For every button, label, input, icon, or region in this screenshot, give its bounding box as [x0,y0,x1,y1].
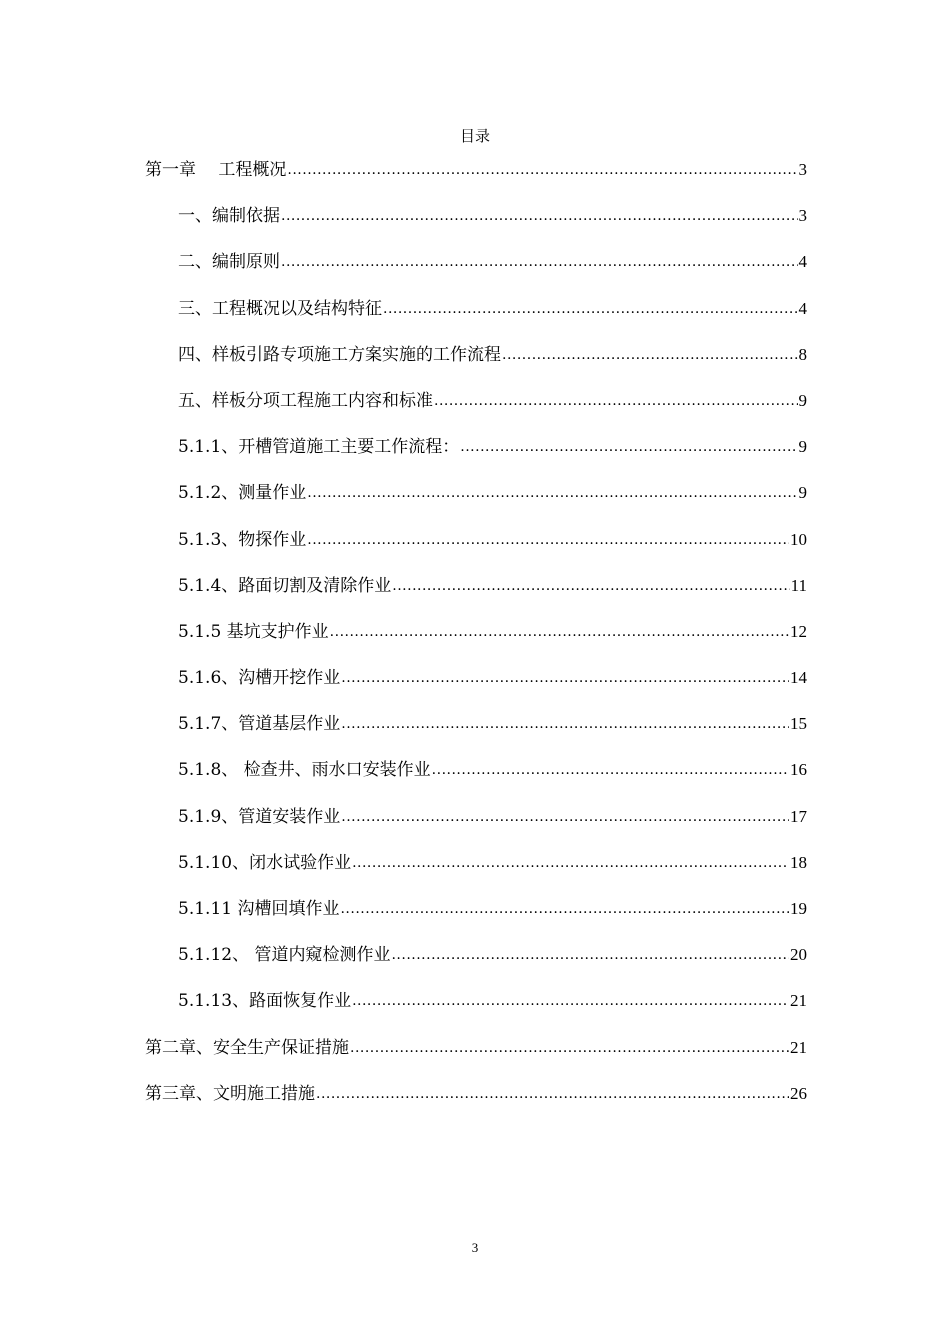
toc-leader-dots [352,851,789,875]
toc-entry-label: 5.1.13、路面恢复作业 [178,991,352,1012]
toc-title: 目录 [459,127,490,145]
toc-entry[interactable] [0,343,950,389]
toc-entry-page: 9 [798,390,807,410]
toc-leader-dots [287,158,797,182]
toc-entry-label: 三、工程概况以及结构特征 [178,298,382,319]
toc-entry-label: 5.1.11 沟槽回填作业 [178,899,340,919]
toc-entry-page: 10 [790,529,807,549]
page-number: 3 [471,1240,479,1255]
toc-entry-page: 17 [790,806,807,826]
toc-entry[interactable] [0,712,950,758]
toc-entry[interactable] [0,435,950,481]
table-of-contents [0,158,950,1128]
toc-leader-dots [352,989,789,1013]
toc-entry[interactable] [0,297,950,343]
toc-leader-dots [392,574,789,598]
toc-entry-label: 5.1.4、路面切割及清除作业 [178,575,392,596]
toc-entry-label: 5.1.2、测量作业 [178,483,307,504]
toc-entry-page: 9 [798,483,807,503]
toc-entry-page: 8 [798,344,807,364]
toc-entry[interactable] [0,574,950,620]
toc-entry-label: 5.1.9、管道安装作业 [178,806,341,827]
toc-entry-page: 3 [798,160,807,179]
toc-entry-label: 5.1.5 基坑支护作业 [178,621,329,642]
toc-entry-label: 第一章 工程概况 [145,160,287,180]
toc-entry-page: 4 [798,252,807,272]
toc-entry-label: 二、编制原则 [178,252,280,273]
toc-leader-dots [281,204,798,228]
toc-leader-dots [432,758,789,782]
toc-entry-label: 5.1.8、 检查井、雨水口安装作业 [178,760,431,781]
toc-entry-page: 3 [798,206,807,226]
toc-leader-dots [502,343,798,367]
toc-entry[interactable] [0,943,950,989]
toc-entry[interactable] [0,250,950,296]
toc-entry-page: 12 [790,621,807,641]
toc-leader-dots [340,897,789,921]
toc-entry[interactable] [0,204,950,250]
toc-entry-page: 16 [790,760,807,780]
toc-entry-page: 21 [790,1037,807,1057]
toc-entry-label: 5.1.12、 管道内窥检测作业 [178,945,391,966]
toc-entry[interactable] [0,897,950,943]
toc-entry-label: 五、样板分项工程施工内容和标准 [178,390,433,411]
toc-leader-dots [350,1036,789,1060]
toc-entry[interactable] [0,1082,950,1128]
toc-entry-page: 19 [790,899,807,918]
toc-entry[interactable] [0,158,950,204]
toc-entry-page: 9 [798,437,807,457]
toc-entry-label: 5.1.1、开槽管道施工主要工作流程： [178,437,460,458]
toc-entry-label: 第二章、安全生产保证措施 [145,1037,349,1058]
toc-entry[interactable] [0,758,950,804]
toc-entry[interactable] [0,620,950,666]
toc-entry-page: 11 [790,575,807,595]
toc-leader-dots [341,805,789,829]
toc-entry[interactable] [0,481,950,527]
toc-entry-label: 5.1.7、管道基层作业 [178,714,341,735]
toc-leader-dots [460,435,797,459]
toc-leader-dots [383,297,798,321]
toc-entry[interactable] [0,805,950,851]
toc-entry[interactable] [0,389,950,435]
toc-leader-dots [391,943,789,967]
toc-leader-dots [330,620,789,644]
toc-leader-dots [316,1082,789,1106]
toc-entry-label: 一、编制依据 [178,206,280,227]
toc-entry-label: 5.1.6、沟槽开挖作业 [178,668,341,689]
toc-leader-dots [341,666,789,690]
toc-leader-dots [341,712,789,736]
toc-entry-page: 4 [798,298,807,318]
toc-entry-label: 5.1.10、闭水试验作业 [178,852,352,873]
toc-leader-dots [281,250,798,274]
toc-entry-label: 5.1.3、物探作业 [178,529,307,550]
toc-entry-page: 20 [790,945,807,965]
toc-entry[interactable] [0,1036,950,1082]
toc-entry[interactable] [0,989,950,1035]
toc-entry-page: 26 [790,1083,807,1103]
toc-leader-dots [307,528,789,552]
toc-entry-page: 18 [790,852,807,872]
toc-leader-dots [307,481,797,505]
toc-entry[interactable] [0,666,950,712]
toc-leader-dots [434,389,798,413]
toc-entry[interactable] [0,851,950,897]
toc-entry-page: 15 [790,714,807,734]
toc-entry-page: 14 [790,668,807,688]
toc-entry[interactable] [0,528,950,574]
toc-entry-page: 21 [790,991,807,1011]
toc-entry-label: 四、样板引路专项施工方案实施的工作流程 [178,344,501,365]
toc-entry-label: 第三章、文明施工措施 [145,1083,315,1104]
